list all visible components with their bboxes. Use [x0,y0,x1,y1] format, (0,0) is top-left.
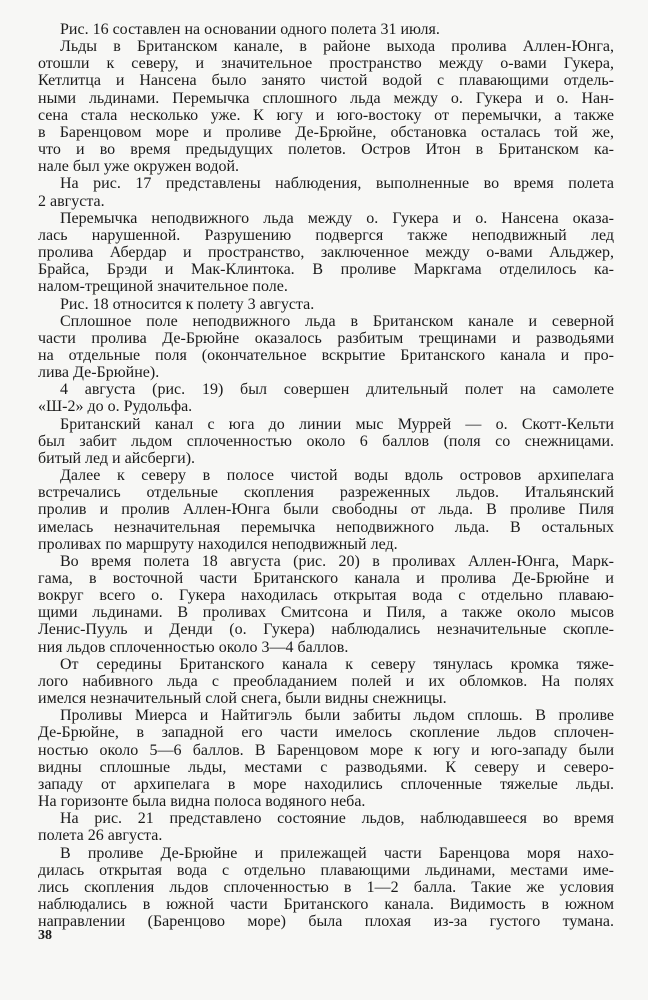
text-line: на отдельные поля (окончательное вскрытие Британского канала и про- [38,346,614,364]
text-line: Кетлитца и Нансена было занято чистой водой с плавающими отдель- [38,72,614,90]
paragraph [38,210,614,296]
text-line: Британский канал с юга до линии мыс Муррей — о. Скотт-Кельти [60,415,614,433]
paragraph [38,656,614,707]
paragraph [38,416,614,467]
text-line: встречались отдельные скопления разреженных льдов. Итальянский [38,484,614,502]
text-line: гама, в восточной части Британского канала и пролива Де-Брюйне и [38,570,614,587]
paragraph [38,553,614,656]
paragraph [38,810,614,844]
paragraph [38,21,614,38]
text-line: Рис. 18 относится к полету 3 августа. [60,295,315,313]
paragraph [38,38,614,175]
paragraph [38,707,614,810]
page-number: 38 [38,928,52,943]
text-line: видны сплошные льды, местами с разводьями. К северу и северо- [38,758,614,776]
text-line: наблюдались в южной части Британского канала. Видимость в южном [38,895,614,913]
text-line: ностью около 5—6 баллов. В Баренцовом море к югу и юго-западу были [38,741,614,759]
text-line: 4 августа (рис. 19) был совершен длительный полет на самолете [60,381,614,399]
text-line: западу от архипелага в море находились сплоченные тяжелые льды. [38,775,614,793]
text-line: что и во время предыдущих полетов. Остров Итон в Британском ка- [38,141,614,159]
text-line: На рис. 17 представлены наблюдения, выполненные во время полета [60,175,614,193]
paragraph [38,845,614,931]
text-line: имелась незначительная перемычка неподвижного льда. В остальных [38,518,614,536]
text-line: Льды в Британском канале, в районе выхода пролива Аллен-Юнга, [60,38,614,56]
text-line: 2 августа. [38,192,105,210]
paragraph [38,467,614,553]
text-line: полета 26 августа. [38,827,163,845]
text-line: Де-Брюйне, в западной его части имелось скопление льдов сплочен- [38,724,614,742]
text-line: Проливы Миерса и Найтигэль были забиты льдом сплошь. В проливе [60,707,614,725]
text-line: дилась открытая вода с отдельно плавающими льдинами, местами име- [38,861,614,879]
text-line: проливах по маршруту находился неподвижный лед. [38,535,398,553]
text-line: Ленис-Пууль и Денди (о. Гукера) наблюдались незначительные скопле- [38,621,614,639]
text-line: На горизонте была видна полоса водяного неба. [38,793,366,811]
text-line: «Ш-2» до о. Рудольфа. [38,398,193,416]
text-line: битый лед и айсберги). [38,449,196,467]
text-line: На рис. 21 представлено состояние льдов, наблюдавшееся во время [60,810,614,828]
paragraph [38,381,614,415]
text-line: От середины Британского канала к северу тянулась кромка тяже- [60,655,614,673]
text-line: В проливе Де-Брюйне и прилежащей части Баренцова моря нахо- [60,844,614,862]
text-line: Сплошное поле неподвижного льда в Британском канале и северной [60,312,614,330]
text-line: лись скопления льдов сплоченностью в 1—2 балла. Такие же условия [38,878,614,896]
text-line: был забит льдом сплоченностью около 6 баллов (поля со снежницами. [38,432,614,450]
text-line: налом-трещиной значительное поле. [38,278,288,296]
text-line: направлении (Баренцово море) была плохая из-за густого тумана. [38,913,614,931]
text-line: лась нарушенной. Разрушению подвергся также неподвижный лед [38,226,614,244]
text-line: ными льдинами. Перемычка сплошного льда между о. Гукера и о. Нан- [38,89,614,107]
text-line: лого набивного льда с преобладанием полей и их обломков. На полях [38,672,614,690]
text-line: Рис. 16 составлен на основании одного полета 31 июля. [60,21,440,38]
text-line: в Баренцовом море и проливе Де-Брюйне, обстановка осталась той же, [38,123,614,141]
paragraph [38,313,614,382]
text-line: отошли к северу, и значительное пространство между о-вами Гукера, [38,55,614,73]
text-line: щими льдинами. В проливах Смитсона и Пиля, а также около мысов [38,604,614,622]
text-line: Перемычка неподвижного льда между о. Гукера и о. Нансена оказа- [60,209,614,227]
page-body-text [38,21,614,930]
text-line: пролив и пролив Аллен-Юнга были свободны от льда. В проливе Пиля [38,501,614,519]
text-line: части пролива Де-Брюйне оказалось разбитым трещинами и разводьями [38,329,614,347]
text-line: нале был уже окружен водой. [38,158,240,176]
text-line: Брайса, Брэди и Мак-Клинтока. В проливе Маркгама отделилось ка- [38,261,614,279]
paragraph [38,175,614,209]
text-line: пролива Абердар и пространство, заключенное между о-вами Альджер, [38,244,614,262]
text-line: лива Де-Брюйне). [38,364,160,382]
text-line: Далее к северу в полосе чистой воды вдоль островов архипелага [60,467,614,485]
text-line: сена стала несколько уже. К югу и юго-востоку от перемычки, а также [38,106,614,124]
paragraph [38,296,614,313]
text-line: имелся незначительный слой снега, были видны снежницы. [38,690,447,708]
text-line: Во время полета 18 августа (рис. 20) в проливах Аллен-Юнга, Марк- [60,552,614,570]
text-line: ния льдов сплоченностью около 3—4 баллов. [38,638,349,656]
text-line: вокруг всего о. Гукера находилась открытая вода с отдельно плаваю- [38,587,614,605]
